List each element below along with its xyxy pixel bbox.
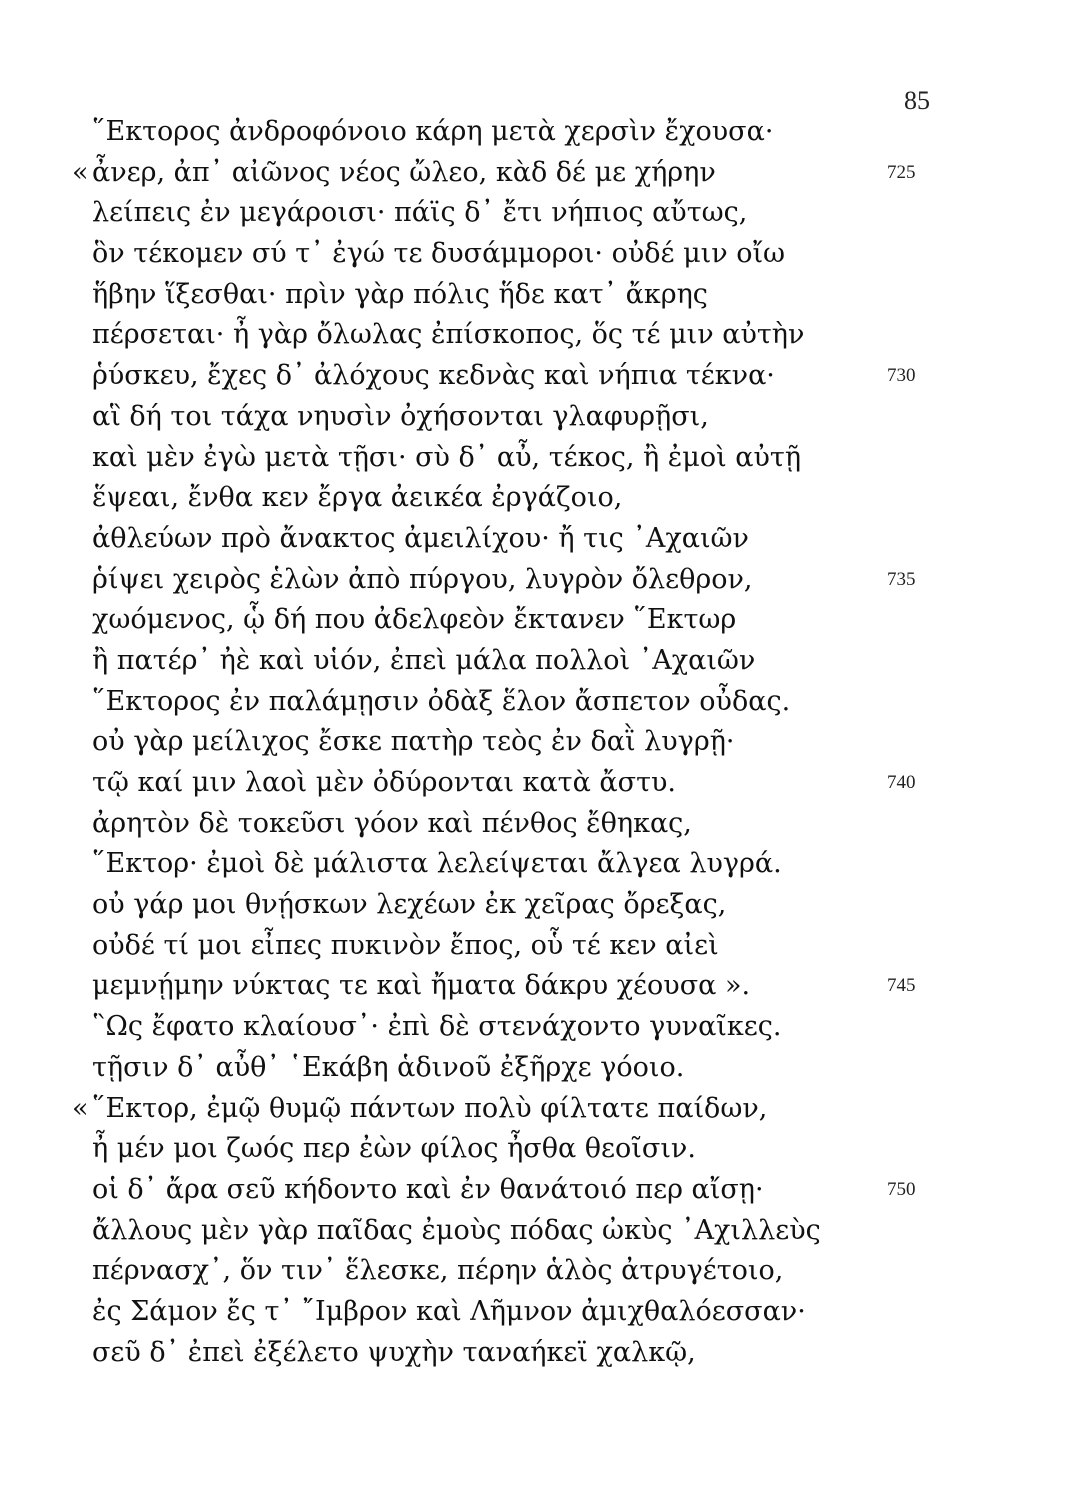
verse-text: ἥβην ἵξεσθαι· πρὶν γὰρ πόλις ἥδε κατ᾽ ἄκρης xyxy=(92,278,708,310)
verse-line xyxy=(72,844,1012,885)
verse-text: οὐ γάρ μοι θνῄσκων λεχέων ἐκ χεῖρας ὄρεξας, xyxy=(92,889,727,921)
opening-quote-mark: « xyxy=(72,156,89,188)
verse-text: ῝Ως ἔφατο κλαίουσ᾽· ἐπὶ δὲ στενάχοντο γυναῖκες. xyxy=(92,1011,782,1043)
verse-text: πέρσεται· ἦ γὰρ ὄλωλας ἐπίσκοπος, ὅς τέ μιν αὐτὴν xyxy=(92,319,805,351)
line-number: 730 xyxy=(887,365,916,387)
verse-text: ῥύσκευ, ἔχες δ᾽ ἀλόχους κεδνὰς καὶ νήπια τέκνα· xyxy=(92,360,775,392)
verse-text: ἀρητὸν δὲ τοκεῦσι γόον καὶ πένθος ἔθηκας, xyxy=(92,807,692,839)
verse-line xyxy=(72,1292,1012,1333)
verse-text: ῞Εκτορ· ἐμοὶ δὲ μάλιστα λελείψεται ἄλγεα λυγρά. xyxy=(92,848,782,880)
verse-line xyxy=(72,804,1012,845)
verse-text: αἳ δή τοι τάχα νηυσὶν ὀχήσονται γλαφυρῇσι, xyxy=(92,400,709,432)
verse-text: ἦ μέν μοι ζωός περ ἐὼν φίλος ἦσθα θεοῖσιν. xyxy=(92,1133,696,1165)
page-number: 85 xyxy=(904,86,930,115)
line-number: 745 xyxy=(887,975,916,997)
verse-line xyxy=(72,885,1012,926)
verse-line xyxy=(72,1129,1012,1170)
verse-line xyxy=(72,193,1012,234)
verse-text: σεῦ δ᾽ ἐπεὶ ἐξέλετο ψυχὴν ταναήκεϊ χαλκῷ, xyxy=(92,1336,696,1368)
verse-line xyxy=(72,153,1012,194)
verse-line xyxy=(72,1048,1012,1089)
verse-text: ἆνερ, ἀπ᾽ αἰῶνος νέος ὤλεο, κὰδ δέ με χήρην xyxy=(92,156,716,188)
verse-text: ῥίψει χειρὸς ἑλὼν ἀπὸ πύργου, λυγρὸν ὄλεθρον, xyxy=(92,563,753,595)
verse-text: ἄλλους μὲν γὰρ παῖδας ἐμοὺς πόδας ὠκὺς ᾿Αχιλλεὺς xyxy=(92,1214,821,1246)
opening-quote-mark: « xyxy=(72,1092,89,1124)
verse-text: χωόμενος, ᾧ δή που ἀδελφεὸν ἔκτανεν ῞Εκτωρ xyxy=(92,604,737,636)
verse-text: τῷ καί μιν λαοὶ μὲν ὀδύρονται κατὰ ἄστυ. xyxy=(92,767,677,798)
verse-block xyxy=(72,112,1012,1373)
verse-line xyxy=(72,1089,1012,1130)
verse-line xyxy=(72,641,1012,682)
verse-line xyxy=(72,763,1012,804)
verse-text: ῞Εκτορος ἀνδροφόνοιο κάρη μετὰ χερσὶν ἔχουσα· xyxy=(92,116,774,147)
verse-line xyxy=(72,1007,1012,1048)
verse-line xyxy=(72,966,1012,1007)
verse-text: καὶ μὲν ἐγὼ μετὰ τῇσι· σὺ δ᾽ αὖ, τέκος, ἢ ἐμοὶ αὐτῇ xyxy=(92,441,802,473)
line-number: 725 xyxy=(887,161,916,183)
verse-text: πέρνασχ᾽, ὅν τιν᾽ ἕλεσκε, πέρην ἁλὸς ἀτρυγέτοιο, xyxy=(92,1255,784,1287)
verse-line xyxy=(72,234,1012,275)
verse-line xyxy=(72,1211,1012,1252)
verse-text: ἀθλεύων πρὸ ἄνακτος ἀμειλίχου· ἤ τις ᾿Αχαιῶν xyxy=(92,522,749,554)
verse-line xyxy=(72,722,1012,763)
line-number: 740 xyxy=(887,772,916,793)
verse-text: οὐδέ τί μοι εἶπες πυκινὸν ἔπος, οὗ τέ κεν αἰεὶ xyxy=(92,929,719,961)
verse-line xyxy=(72,478,1012,519)
verse-text: ῞Εκτορ, ἐμῷ θυμῷ πάντων πολὺ φίλτατε παίδων, xyxy=(92,1092,768,1124)
verse-text: ὃν τέκομεν σύ τ᾽ ἐγώ τε δυσάμμοροι· οὐδέ μιν οἴω xyxy=(92,238,786,270)
verse-line xyxy=(72,275,1012,316)
verse-text: οὐ γὰρ μείλιχος ἔσκε πατὴρ τεὸς ἐν δαῒ λυγρῇ· xyxy=(92,726,735,758)
verse-line xyxy=(72,1251,1012,1292)
verse-text: ἕψεαι, ἔνθα κεν ἔργα ἀεικέα ἐργάζοιο, xyxy=(92,482,623,514)
verse-text: τῇσιν δ᾽ αὖθ᾽ ῾Εκάβη ἁδινοῦ ἐξῆρχε γόοιο. xyxy=(92,1051,685,1083)
verse-text: μεμνῄμην νύκτας τε καὶ ἤματα δάκρυ χέουσα ». xyxy=(92,970,751,1002)
verse-text: λείπεις ἐν μεγάροισι· πάϊς δ᾽ ἔτι νήπιος αὔτως, xyxy=(92,197,748,229)
verse-line xyxy=(72,1170,1012,1211)
verse-line xyxy=(72,1333,1012,1374)
verse-line xyxy=(72,519,1012,560)
verse-text: ῞Εκτορος ἐν παλάμῃσιν ὀδὰξ ἕλον ἄσπετον οὖδας. xyxy=(92,685,791,717)
verse-text: οἱ δ᾽ ἄρα σεῦ κήδοντο καὶ ἐν θανάτοιό περ αἴσῃ· xyxy=(92,1173,764,1205)
verse-line xyxy=(72,682,1012,723)
verse-text: ἐς Σάμον ἔς τ᾽ ῎Ιμβρον καὶ Λῆμνον ἀμιχθαλόεσσαν· xyxy=(92,1295,806,1327)
line-number: 735 xyxy=(887,568,916,590)
verse-line xyxy=(72,600,1012,641)
verse-line xyxy=(72,315,1012,356)
verse-line xyxy=(72,112,1012,153)
verse-line xyxy=(72,560,1012,601)
verse-text: ἢ πατέρ᾽ ἠὲ καὶ υἱόν, ἐπεὶ μάλα πολλοὶ ᾿Αχαιῶν xyxy=(92,644,756,676)
verse-line xyxy=(72,438,1012,479)
line-number: 750 xyxy=(887,1178,916,1200)
verse-line xyxy=(72,397,1012,438)
verse-line xyxy=(72,356,1012,397)
verse-line xyxy=(72,926,1012,967)
